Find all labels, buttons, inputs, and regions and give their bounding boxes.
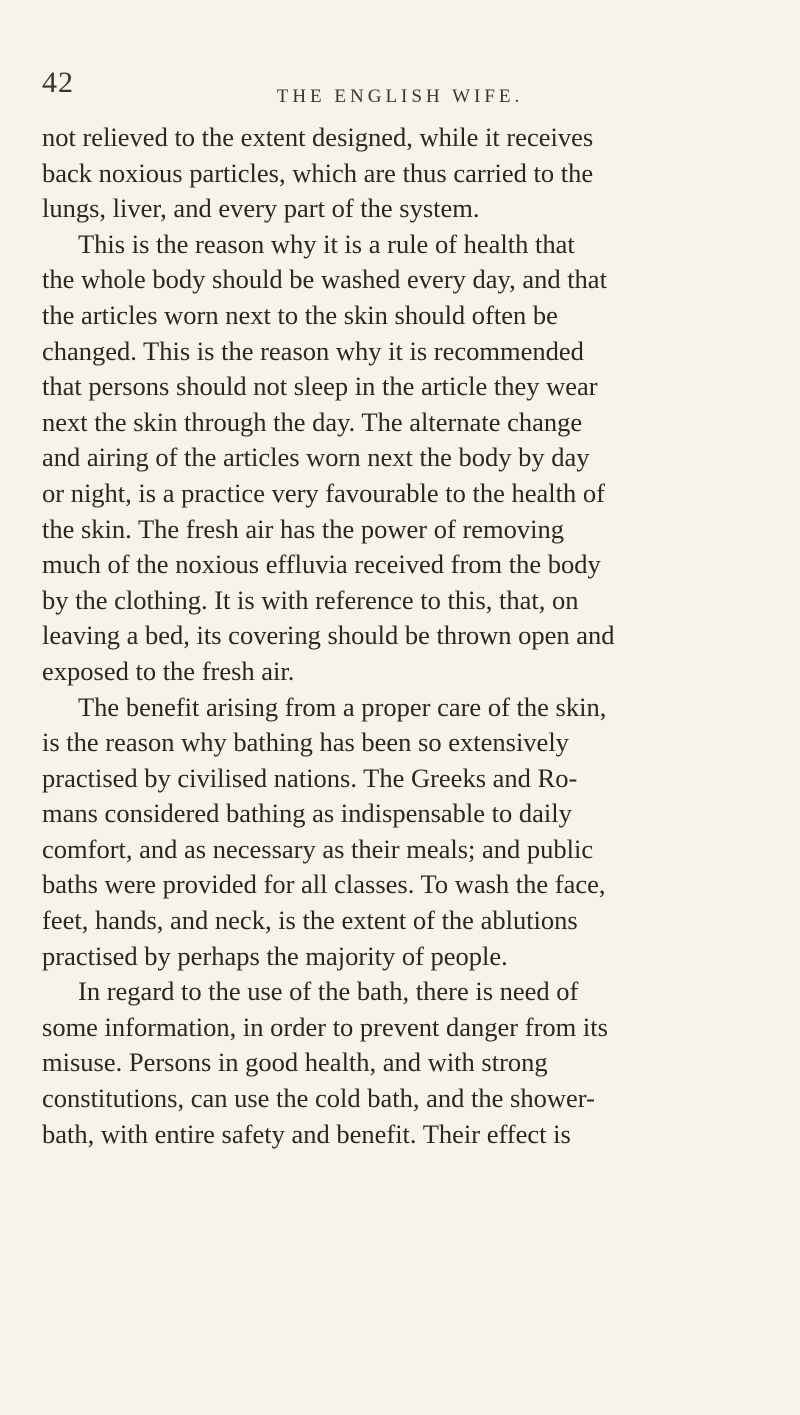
text-line: The benefit arising from a proper care of the skin, xyxy=(78,691,607,722)
text-line: much of the noxious effluvia received from the body xyxy=(42,549,601,580)
text-line: the whole body should be washed every day, and that xyxy=(42,264,607,295)
text-line: by the clothing. It is with reference to this, that, on xyxy=(42,584,579,615)
text-line: back noxious particles, which are thus carried to the xyxy=(42,157,594,188)
text-line: next the skin through the day. The alternate change xyxy=(42,406,583,437)
text-line: and airing of the articles worn next the body by day xyxy=(42,442,590,473)
text-line: practised by perhaps the majority of people. xyxy=(42,940,508,971)
text-line: that persons should not sleep in the article they wear xyxy=(42,371,598,402)
text-line: comfort, and as necessary as their meals; and public xyxy=(42,833,594,864)
text-line: baths were provided for all classes. To wash the face, xyxy=(42,869,606,900)
page-number: 42 xyxy=(42,66,74,99)
text-line: lungs, liver, and every part of the system. xyxy=(42,193,480,224)
text-line: misuse. Persons in good health, and with strong xyxy=(42,1047,548,1078)
text-line: mans considered bathing as indispensable to daily xyxy=(42,798,572,829)
text-line: not relieved to the extent designed, while it receives xyxy=(42,122,594,152)
text-line: practised by civilised nations. The Greeks and Ro- xyxy=(42,762,578,793)
body-text xyxy=(42,120,758,1152)
text-line: bath, with entire safety and benefit. Their effect is xyxy=(42,1118,571,1149)
text-line: some information, in order to prevent danger from its xyxy=(42,1011,608,1042)
text-line: leaving a bed, its covering should be thrown open and xyxy=(42,620,615,651)
running-title: THE ENGLISH WIFE. xyxy=(276,86,524,107)
text-line: In regard to the use of the bath, there is need of xyxy=(78,976,579,1007)
text-line: changed. This is the reason why it is recommended xyxy=(42,335,584,366)
text-line: constitutions, can use the cold bath, and the shower- xyxy=(42,1083,595,1114)
text-line: the skin. The fresh air has the power of removing xyxy=(42,513,565,544)
text-line: the articles worn next to the skin should often be xyxy=(42,299,558,330)
text-line: feet, hands, and neck, is the extent of the ablutions xyxy=(42,905,578,936)
text-line: exposed to the fresh air. xyxy=(42,655,295,686)
text-line: This is the reason why it is a rule of health that xyxy=(78,228,575,259)
text-line: or night, is a practice very favourable to the health of xyxy=(42,477,605,508)
text-line: is the reason why bathing has been so extensively xyxy=(42,727,569,758)
